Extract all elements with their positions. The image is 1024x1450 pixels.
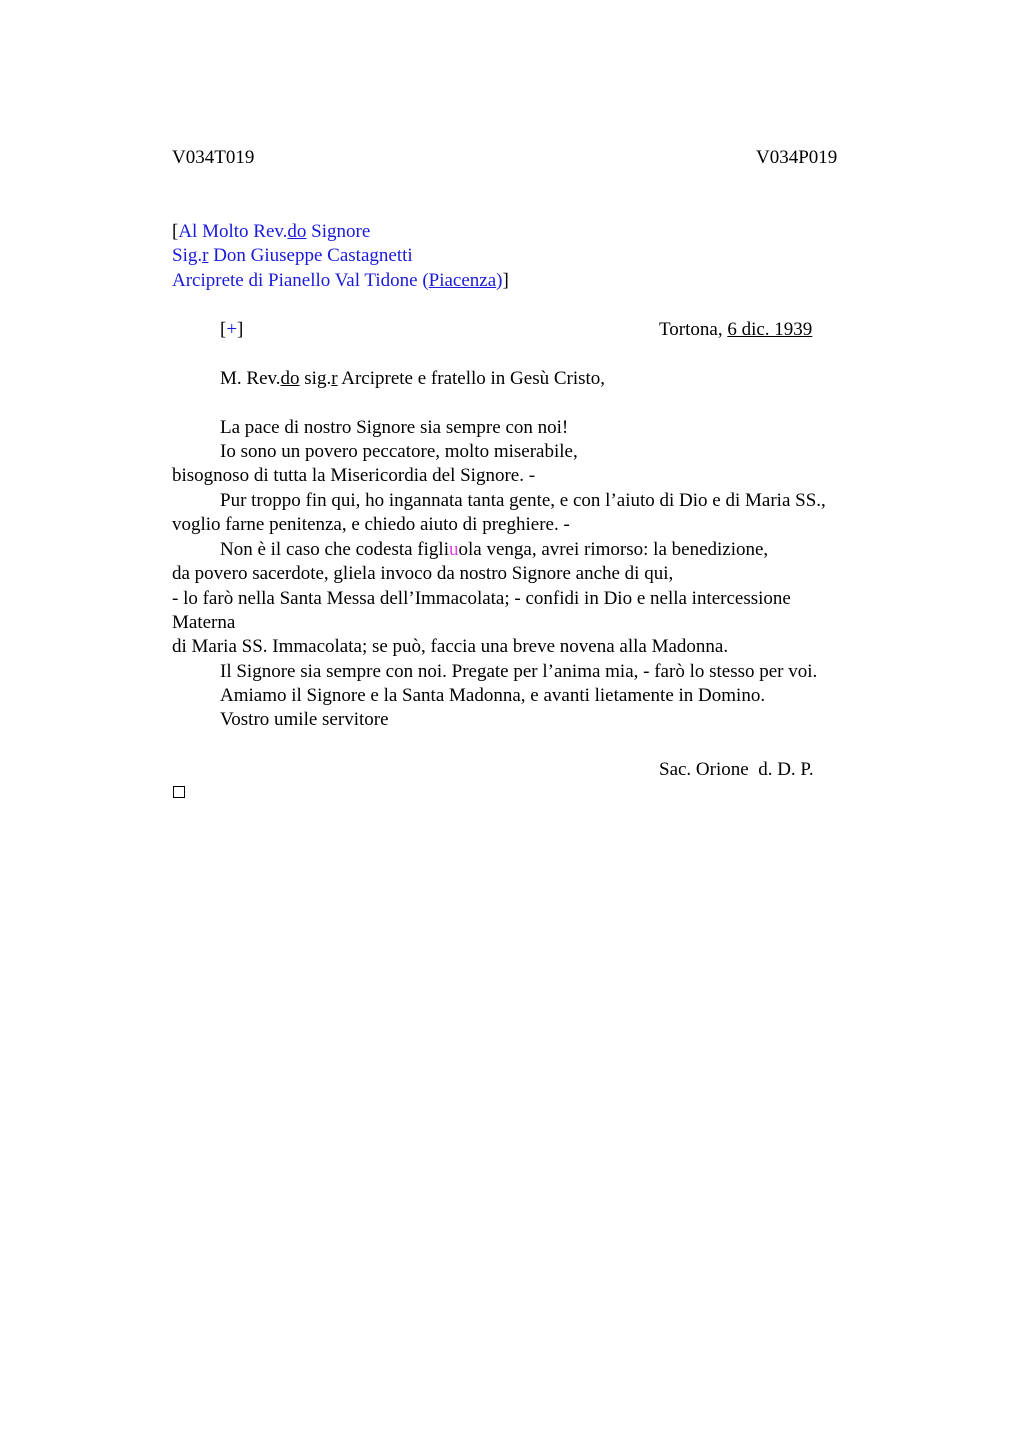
body-line: Amiamo il Signore e la Santa Madonna, e avanti lietamente in Domino. xyxy=(220,685,766,706)
body-line-6-post: ola venga, avrei rimorso: la benedizione, xyxy=(458,539,769,560)
body-line: bisognoso di tutta la Misericordia del Signore. - xyxy=(172,465,536,486)
address-line-2-pre: Sig. xyxy=(172,245,203,266)
body-line: da povero sacerdote, gliela invoco da nostro Signore anche di qui, xyxy=(172,563,674,584)
volume-text-code: V034T019 xyxy=(172,147,255,168)
salutation-abbrev-1: do xyxy=(280,368,300,389)
body-line xyxy=(220,538,768,562)
address-close-bracket: ] xyxy=(502,270,509,291)
body-line: Materna xyxy=(172,612,236,633)
address-line-1-pre: Al Molto Rev. xyxy=(178,221,288,242)
address-line-2-abbrev: r xyxy=(202,245,209,266)
cross-icon: + xyxy=(226,319,238,340)
closing-line: Vostro umile servitore xyxy=(220,709,389,730)
cross-mark xyxy=(220,318,243,342)
address-line-2-post: Don Giuseppe Castagnetti xyxy=(208,245,413,266)
body-line: - lo farò nella Santa Messa dell’Immacolata; - confidi in Dio e nella intercessione xyxy=(172,588,791,609)
dateline xyxy=(659,318,812,342)
address-line-3 xyxy=(172,269,509,293)
salutation-pre: M. Rev. xyxy=(220,368,281,389)
address-line-1-abbrev: do xyxy=(287,221,307,242)
cross-close-bracket: ] xyxy=(237,319,244,340)
body-line-6-pre: Non è il caso che codesta figli xyxy=(220,539,449,560)
cross-open-bracket: [ xyxy=(220,319,227,340)
salutation-post: Arciprete e fratello in Gesù Cristo, xyxy=(337,368,606,389)
address-line-3-post: ) xyxy=(496,270,503,291)
address-open-bracket: [ xyxy=(172,221,179,242)
body-line: Io sono un povero peccatore, molto miserabile, xyxy=(220,441,578,462)
body-line: Il Signore sia sempre con noi. Pregate per l’anima mia, - farò lo stesso per voi. xyxy=(220,661,818,682)
body-line-6-highlight: u xyxy=(448,539,459,560)
address-line-3-city: Piacenza xyxy=(428,270,497,291)
body-line: di Maria SS. Immacolata; se può, faccia una breve novena alla Madonna. xyxy=(172,636,729,657)
dateline-date: 6 dic. 1939 xyxy=(727,319,813,340)
address-line-1 xyxy=(172,220,370,244)
address-line-3-pre: Arciprete di Pianello Val Tidone ( xyxy=(172,270,429,291)
address-line-2 xyxy=(172,244,413,268)
salutation-abbrev-2: r xyxy=(331,368,338,389)
salutation xyxy=(220,367,605,391)
salutation-mid: sig. xyxy=(299,368,332,389)
empty-square-icon xyxy=(173,786,185,798)
body-line: La pace di nostro Signore sia sempre con noi! xyxy=(220,417,569,438)
body-line: voglio farne penitenza, e chiedo aiuto di preghiere. - xyxy=(172,514,570,535)
volume-page-code: V034P019 xyxy=(756,147,838,168)
body-line: Pur troppo fin qui, ho ingannata tanta gente, e con l’aiuto di Dio e di Maria SS., xyxy=(220,490,826,511)
dateline-place: Tortona, xyxy=(659,319,728,340)
signature: Sac. Orione d. D. P. xyxy=(659,759,814,780)
address-line-1-post: Signore xyxy=(306,221,371,242)
